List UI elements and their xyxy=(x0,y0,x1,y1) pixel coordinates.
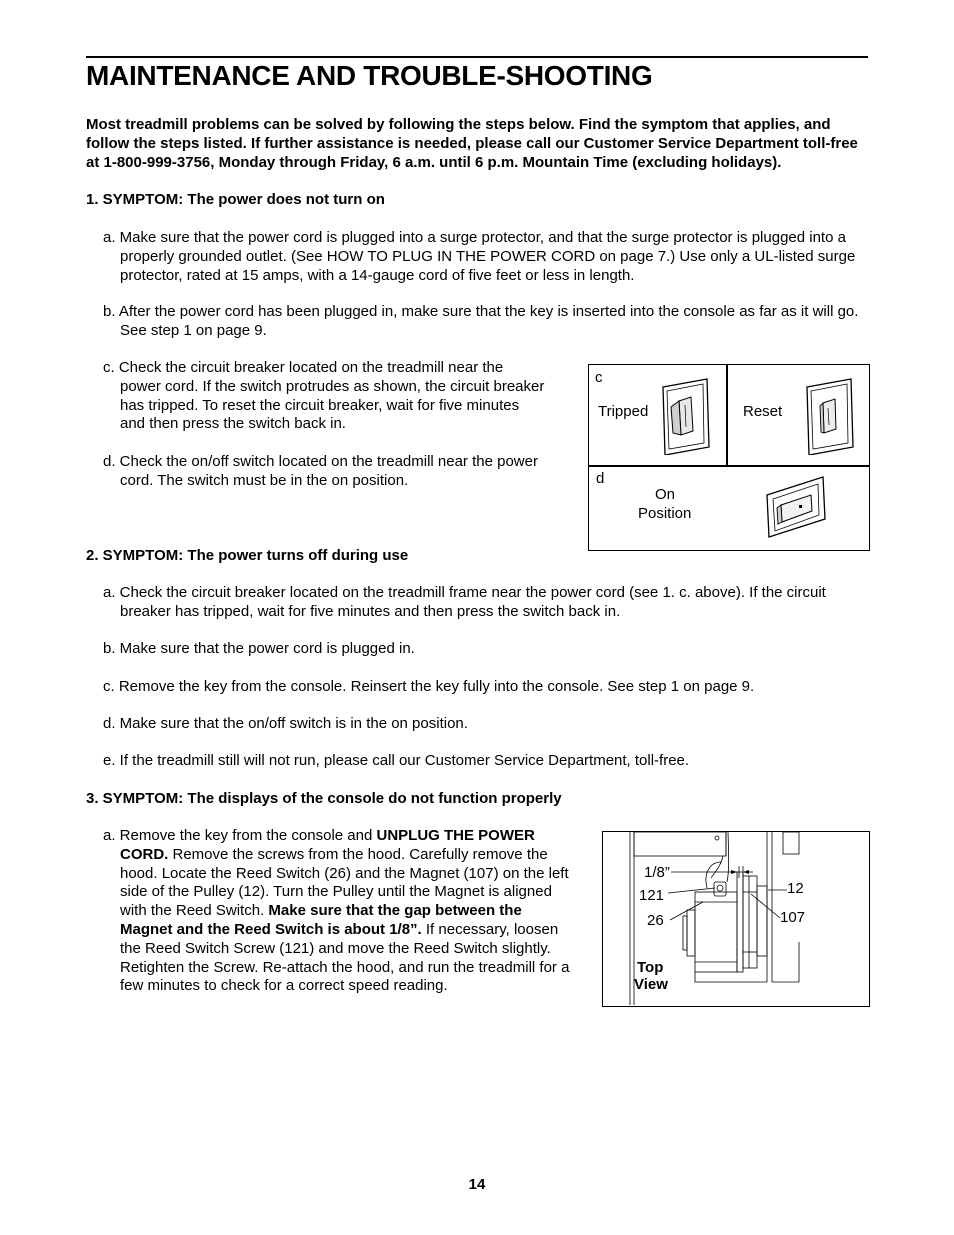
figure-divider-vertical xyxy=(726,365,728,465)
symptom-1-heading: 1. SYMPTOM: The power does not turn on xyxy=(86,191,385,208)
symptom-2-step-e: e. If the treadmill still will not run, please call our Customer Service Department, toll-free. xyxy=(103,752,690,769)
symptom-1-step-b: b. After the power cord has been plugged in, make sure that the key is inserted into the console as far as it will go. See step 1 on page 9. xyxy=(103,303,859,339)
step-a-text-1: a. Remove the key from the console and xyxy=(103,827,377,844)
step-a-text-3: If necessary, loosen the Reed Switch Screw (121) and move the Reed Switch slightly. Retighten the Screw. Re-attach the hood, and run the treadmill for a few minutes to check for a correct speed reading. xyxy=(120,920,570,995)
symptom-2-step-b: b. Make sure that the power cord is plugged in. xyxy=(103,640,415,657)
reset-label: Reset xyxy=(743,403,783,420)
figure-letter-d: d xyxy=(596,470,605,487)
reset-breaker-icon xyxy=(801,375,861,455)
reed-switch-figure xyxy=(602,831,870,1007)
symptom-3-heading: 3. SYMPTOM: The displays of the console do not function properly xyxy=(86,790,562,807)
tripped-label: Tripped xyxy=(598,403,649,420)
magnet-label: 107 xyxy=(780,909,806,926)
top-label: Top xyxy=(637,959,664,976)
top-rule xyxy=(86,56,868,58)
symptom-2-step-d: d. Make sure that the on/off switch is in the on position. xyxy=(103,715,468,732)
page-title: MAINTENANCE AND TROUBLE-SHOOTING xyxy=(86,60,653,91)
tripped-breaker-icon xyxy=(657,375,717,455)
symptom-2-step-a: a. Check the circuit breaker located on the treadmill frame near the power cord (see 1. c. above). If the circuit breaker has tripped, wait for five minutes and then press the switch back in. xyxy=(103,584,826,620)
symptom-1-step-c: c. Check the circuit breaker located on the treadmill near the power cord. If the switch protrudes as shown, the circuit breaker has tripped. To reset the circuit breaker, wait for five minutes and then press the switch back in. xyxy=(103,359,545,433)
intro-paragraph: Most treadmill problems can be solved by following the steps below. Find the symptom that applies, and follow the steps listed. If further assistance is needed, please call our Customer Service Department toll-free at 1-800-999-3756, Monday through Friday, 6 a.m. until 6 p.m. Mountain Time (excluding holidays). xyxy=(86,116,858,171)
figure-divider-horizontal xyxy=(589,465,869,467)
page-number: 14 xyxy=(468,1176,486,1193)
view-label: View xyxy=(634,976,668,993)
pulley-label: 12 xyxy=(787,880,804,897)
screw-label: 121 xyxy=(639,887,665,904)
symptom-2-step-c: c. Remove the key from the console. Reinsert the key fully into the console. See step 1 on page 9. xyxy=(103,678,755,695)
figure-letter-c: c xyxy=(595,369,603,386)
step-a-bold-unplug: UNPLUG THE POWER CORD. xyxy=(120,827,535,863)
reed-switch-label: 26 xyxy=(647,912,664,929)
on-off-switch-icon xyxy=(763,475,833,541)
step-a-bold-gap: Make sure that the gap between the Magnet and the Reed Switch is about 1/8”. xyxy=(120,902,522,938)
circuit-breaker-figure xyxy=(588,364,870,551)
symptom-3-step-a xyxy=(103,827,578,996)
symptom-1-step-d: d. Check the on/off switch located on the treadmill near the power cord. The switch must be in the on position. xyxy=(103,453,538,489)
on-label: On xyxy=(655,486,676,503)
position-label: Position xyxy=(638,505,692,522)
gap-label: 1/8” xyxy=(644,864,670,881)
step-a-text-2: Remove the screws from the hood. Carefully remove the hood. Locate the Reed Switch (26) and the Magnet (107) on the left side of the Pulley (12). Turn the Pulley until the Magnet is aligned with the Reed Switch. xyxy=(120,845,569,920)
symptom-2-heading: 2. SYMPTOM: The power turns off during use xyxy=(86,547,409,564)
symptom-1-step-a: a. Make sure that the power cord is plugged into a surge protector, and that the surge protector is plugged into a properly grounded outlet. (See HOW TO PLUG IN THE POWER CORD on page 7.) Use only a UL-listed surge protector, rated at 15 amps, with a 14-gauge cord of five feet or less in length. xyxy=(103,229,856,284)
